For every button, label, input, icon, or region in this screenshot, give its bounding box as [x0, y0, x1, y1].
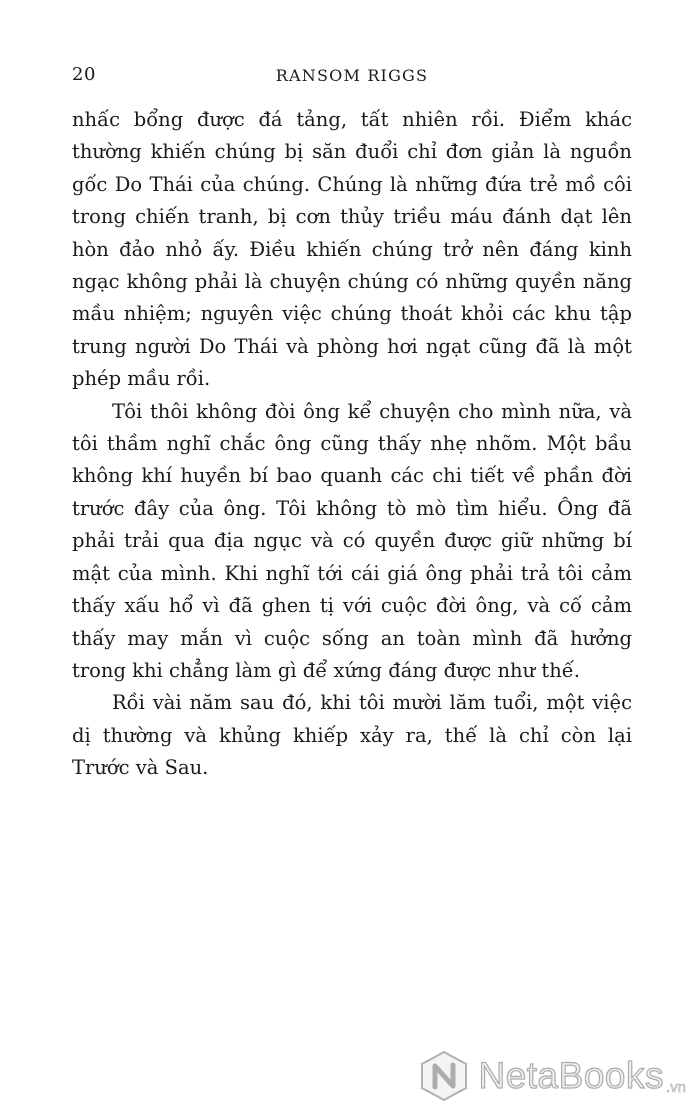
- watermark-brand: NetaBooks: [478, 1055, 664, 1096]
- paragraph-continued: nhấc bổng được đá tảng, tất nhiên rồi. Điểm khác thường khiến chúng bị săn đuổi chỉ đơn giản là nguồn gốc Do Thái của chúng. Chúng là những đứa trẻ mồ côi trong chiến tranh, bị cơn thủy triều máu đánh dạt lên hòn đảo nhỏ ấy. Điều khiến chúng trở nên đáng kinh ngạc không phải là chuyện chúng có những quyền năng mầu nhiệm; nguyên việc chúng thoát khỏi các khu tập trung người Do Thái và phòng hơi ngạt cũng đã là một phép mầu rồi.: [72, 108, 632, 391]
- page-header: [72, 64, 632, 90]
- body-text: [72, 104, 632, 785]
- netabooks-logo-icon: [420, 1050, 468, 1102]
- paragraph: Rồi vài năm sau đó, khi tôi mười lăm tuổi, một việc dị thường và khủng khiếp xảy ra, thế là chỉ còn lại Trước và Sau.: [72, 691, 632, 780]
- page-number: 20: [72, 64, 96, 85]
- watermark: [420, 1050, 686, 1102]
- running-head-author: RANSOM RIGGS: [275, 66, 429, 85]
- paragraph: Tôi thôi không đòi ông kể chuyện cho mình nữa, và tôi thầm nghĩ chắc ông cũng thấy nhẹ nhõm. Một bầu không khí huyền bí bao quanh các chi tiết về phần đời trước đây của ông. Tôi không tò mò tìm hiểu. Ông đã phải trải qua địa ngục và có quyền được giữ những bí mật của mình. Khi nghĩ tới cái giá ông phải trả tôi cảm thấy xấu hổ vì đã ghen tị với cuộc đời ông, và cố cảm thấy may mắn vì cuộc sống an toàn mình đã hưởng trong khi chẳng làm gì để xứng đáng được như thế.: [72, 399, 632, 682]
- watermark-domain-suffix: .vn: [665, 1079, 686, 1096]
